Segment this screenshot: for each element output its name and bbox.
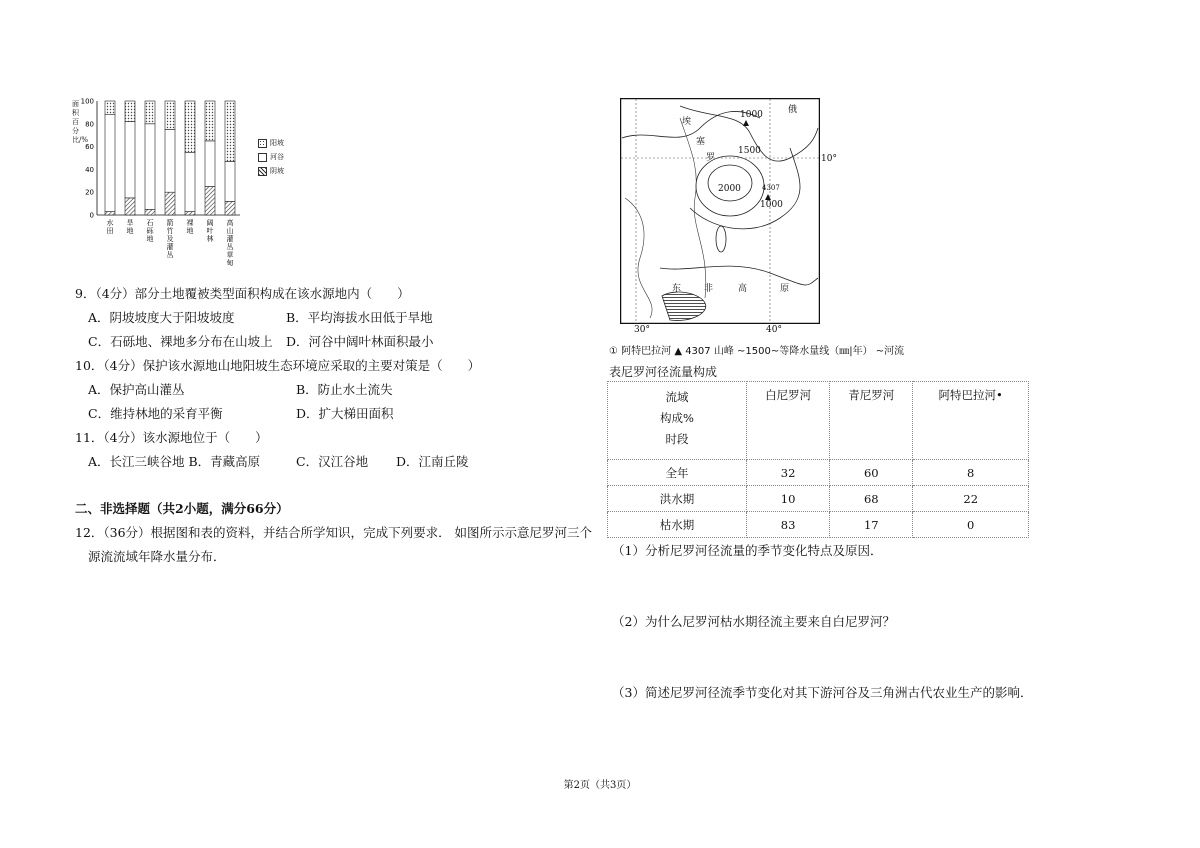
- question-10-stem: 10．（4分）保护该水源地山地阳坡生态环境应采取的主要对策是（ ）: [75, 358, 481, 373]
- q10-option-d: D．扩大梯田面积: [296, 406, 394, 421]
- x-category-label: 田: [106, 227, 114, 235]
- x-category-label: 箭: [166, 219, 174, 227]
- map-label-peak: 4307: [762, 184, 780, 192]
- bar-segment: [185, 152, 195, 211]
- x-category-label: 旱: [126, 219, 134, 227]
- bar-segment: [125, 198, 135, 215]
- map-label-lat10: 10°: [821, 154, 837, 164]
- x-category-label: 砾: [146, 227, 154, 235]
- nile-rainfall-map: [620, 98, 837, 335]
- table-cell: 68: [830, 486, 913, 512]
- bar-segment: [205, 101, 215, 141]
- map-label-e1: 埃: [682, 117, 692, 127]
- subquestion-3: （3）简述尼罗河径流季节变化对其下游河谷及三角洲古代农业生产的影响．: [612, 685, 1033, 700]
- bar-segment: [185, 212, 195, 215]
- chart-legend: [258, 138, 284, 176]
- header-diag-line-3: 时段: [665, 432, 689, 446]
- question-9-stem: 9．（4分）部分土地覆被类型面积构成在该水源地内（ ）: [75, 286, 410, 301]
- table-cell: 60: [830, 460, 913, 486]
- y-tick-label: 20: [85, 188, 94, 197]
- x-category-label: 裸: [186, 219, 194, 227]
- q9-option-a: A．阴坡坡度大于阳坡坡度: [88, 310, 235, 325]
- question-12-line-2: 源流流域年降水量分布．: [88, 549, 226, 564]
- map-label-highland-1: 东: [672, 284, 682, 294]
- q11-option-c: C．汉江谷地: [296, 454, 369, 469]
- map-label-e3: 俄: [788, 105, 798, 115]
- x-category-label: 丛: [166, 251, 174, 259]
- bar-segment: [145, 209, 155, 215]
- table-cell: 8: [913, 460, 1029, 486]
- row-period: 洪水期: [608, 486, 747, 512]
- x-category-label: 甸: [226, 259, 234, 267]
- bar-segment: [185, 101, 195, 152]
- table-cell: 83: [747, 512, 830, 538]
- bar-segment: [205, 141, 215, 187]
- q9-option-d: D．河谷中阔叶林面积最小: [286, 334, 434, 349]
- x-category-label: 高: [226, 219, 234, 227]
- map-label-lon30: 30°: [634, 325, 650, 335]
- x-category-label: 山: [226, 227, 234, 235]
- column-header-blue-nile: 青尼罗河: [830, 382, 913, 460]
- table-cell: 10: [747, 486, 830, 512]
- land-cover-chart: [70, 96, 310, 276]
- x-category-label: 竹: [166, 227, 174, 235]
- subquestion-2: （2）为什么尼罗河枯水期径流主要来自白尼罗河？: [612, 614, 895, 629]
- bar-segment: [225, 161, 235, 201]
- map-label-contour-1000b: 1000: [760, 200, 783, 210]
- bar-segment: [225, 101, 235, 161]
- map-label-lon40: 40°: [766, 325, 782, 335]
- header-diagonal-cell: [608, 382, 747, 460]
- map-legend: ① 阿特巴拉河 ▲ 4307 山峰 ~1500~等降水量线（㎜|年） ~河流: [609, 346, 905, 357]
- bar-segment: [165, 192, 175, 215]
- nile-map-svg: [620, 98, 820, 324]
- bar-segment: [105, 212, 115, 215]
- bar-segment: [145, 101, 155, 124]
- question-12-line-1: 12．（36分）根据图和表的资料，并结合所学知识，完成下列要求． 如图所示示意尼罗河三个: [75, 525, 593, 540]
- y-tick-label: 80: [85, 120, 94, 129]
- map-label-contour-1000a: 1000: [740, 110, 763, 120]
- map-label-e2: 塞: [696, 137, 706, 147]
- question-11-stem: 11．（4分）该水源地位于（ ）: [75, 430, 268, 445]
- table-cell: 32: [747, 460, 830, 486]
- table-cell: 17: [830, 512, 913, 538]
- row-period: 全年: [608, 460, 747, 486]
- map-label-contour-2000: 2000: [718, 184, 741, 194]
- table-row: [608, 486, 1029, 512]
- map-label-highland-4: 原: [780, 284, 790, 294]
- x-category-label: 地: [146, 235, 154, 243]
- table-cell: 0: [913, 512, 1029, 538]
- header-diag-line-2: 构成%: [660, 411, 694, 425]
- map-label-contour-1500: 1500: [738, 146, 761, 156]
- q10-option-c: C．维持林地的采育平衡: [88, 406, 223, 421]
- x-category-label: 地: [186, 227, 194, 235]
- x-category-label: 阔: [206, 219, 214, 227]
- q10-option-b: B．防止水土流失: [296, 382, 393, 397]
- q9-option-b: B．平均海拔水田低于旱地: [286, 310, 433, 325]
- x-category-label: 灌: [226, 235, 234, 243]
- table-row: [608, 512, 1029, 538]
- bar-segment: [105, 115, 115, 212]
- bar-segment: [165, 130, 175, 193]
- x-category-label: 地: [126, 227, 134, 235]
- nile-runoff-table: [607, 381, 1029, 538]
- table-header-row: [608, 382, 1029, 460]
- table-caption: 表尼罗河径流量构成: [609, 365, 718, 379]
- row-period: 枯水期: [608, 512, 747, 538]
- y-tick-label: 100: [80, 97, 94, 106]
- x-category-label: 林: [206, 235, 214, 243]
- q10-option-a: A．保护高山灌丛: [88, 382, 185, 397]
- legend-item-valley: [258, 152, 284, 162]
- legend-label-shady: 阴坡: [270, 167, 284, 175]
- x-category-label: 叶: [206, 227, 214, 235]
- legend-swatch-valley: [258, 153, 267, 162]
- table-cell: 22: [913, 486, 1029, 512]
- x-category-label: 草: [226, 251, 234, 259]
- legend-label-valley: 河谷: [270, 153, 284, 161]
- legend-swatch-sunny: [258, 139, 267, 148]
- q11-option-d: D．江南丘陵: [396, 454, 469, 469]
- map-label-highland-3: 高: [738, 284, 748, 294]
- q11-option-ab: A．长江三峡谷地 B．青藏高原: [88, 454, 261, 469]
- page-footer: 第2页（共3页）: [563, 780, 637, 791]
- section-2-heading: 二、非选择题（共2小题，满分66分）: [75, 501, 289, 516]
- bar-segment: [125, 101, 135, 122]
- bar-segment: [225, 201, 235, 215]
- x-category-label: 石: [146, 219, 154, 227]
- y-tick-label: 0: [89, 211, 94, 220]
- legend-item-shady: [258, 166, 284, 176]
- land-cover-chart-svg: [70, 96, 310, 276]
- y-tick-label: 60: [85, 143, 94, 152]
- x-category-label: 丛: [226, 243, 234, 251]
- map-label-highland-2: 非: [704, 284, 714, 294]
- legend-label-sunny: 阳坡: [270, 139, 284, 147]
- x-category-label: 及: [166, 235, 174, 243]
- map-label-e4: 罗: [706, 153, 716, 163]
- column-header-atbara: 阿特巴拉河•: [913, 382, 1029, 460]
- bar-segment: [125, 122, 135, 198]
- x-category-label: 灌: [166, 243, 174, 251]
- x-category-label: 水: [106, 219, 114, 227]
- bar-segment: [205, 187, 215, 216]
- bar-segment: [145, 124, 155, 210]
- chart-y-label: 面积百分比/%: [72, 100, 89, 144]
- y-tick-label: 40: [85, 165, 94, 174]
- subquestion-1: （1）分析尼罗河径流量的季节变化特点及原因．: [612, 543, 883, 558]
- header-diag-line-1: 流域: [665, 390, 689, 404]
- bar-segment: [165, 101, 175, 130]
- legend-swatch-shady: [258, 167, 267, 176]
- column-header-white-nile: 白尼罗河: [747, 382, 830, 460]
- legend-item-sunny: [258, 138, 284, 148]
- q9-option-c: C．石砾地、裸地多分布在山坡上: [88, 334, 273, 349]
- bar-segment: [105, 101, 115, 115]
- table-row: [608, 460, 1029, 486]
